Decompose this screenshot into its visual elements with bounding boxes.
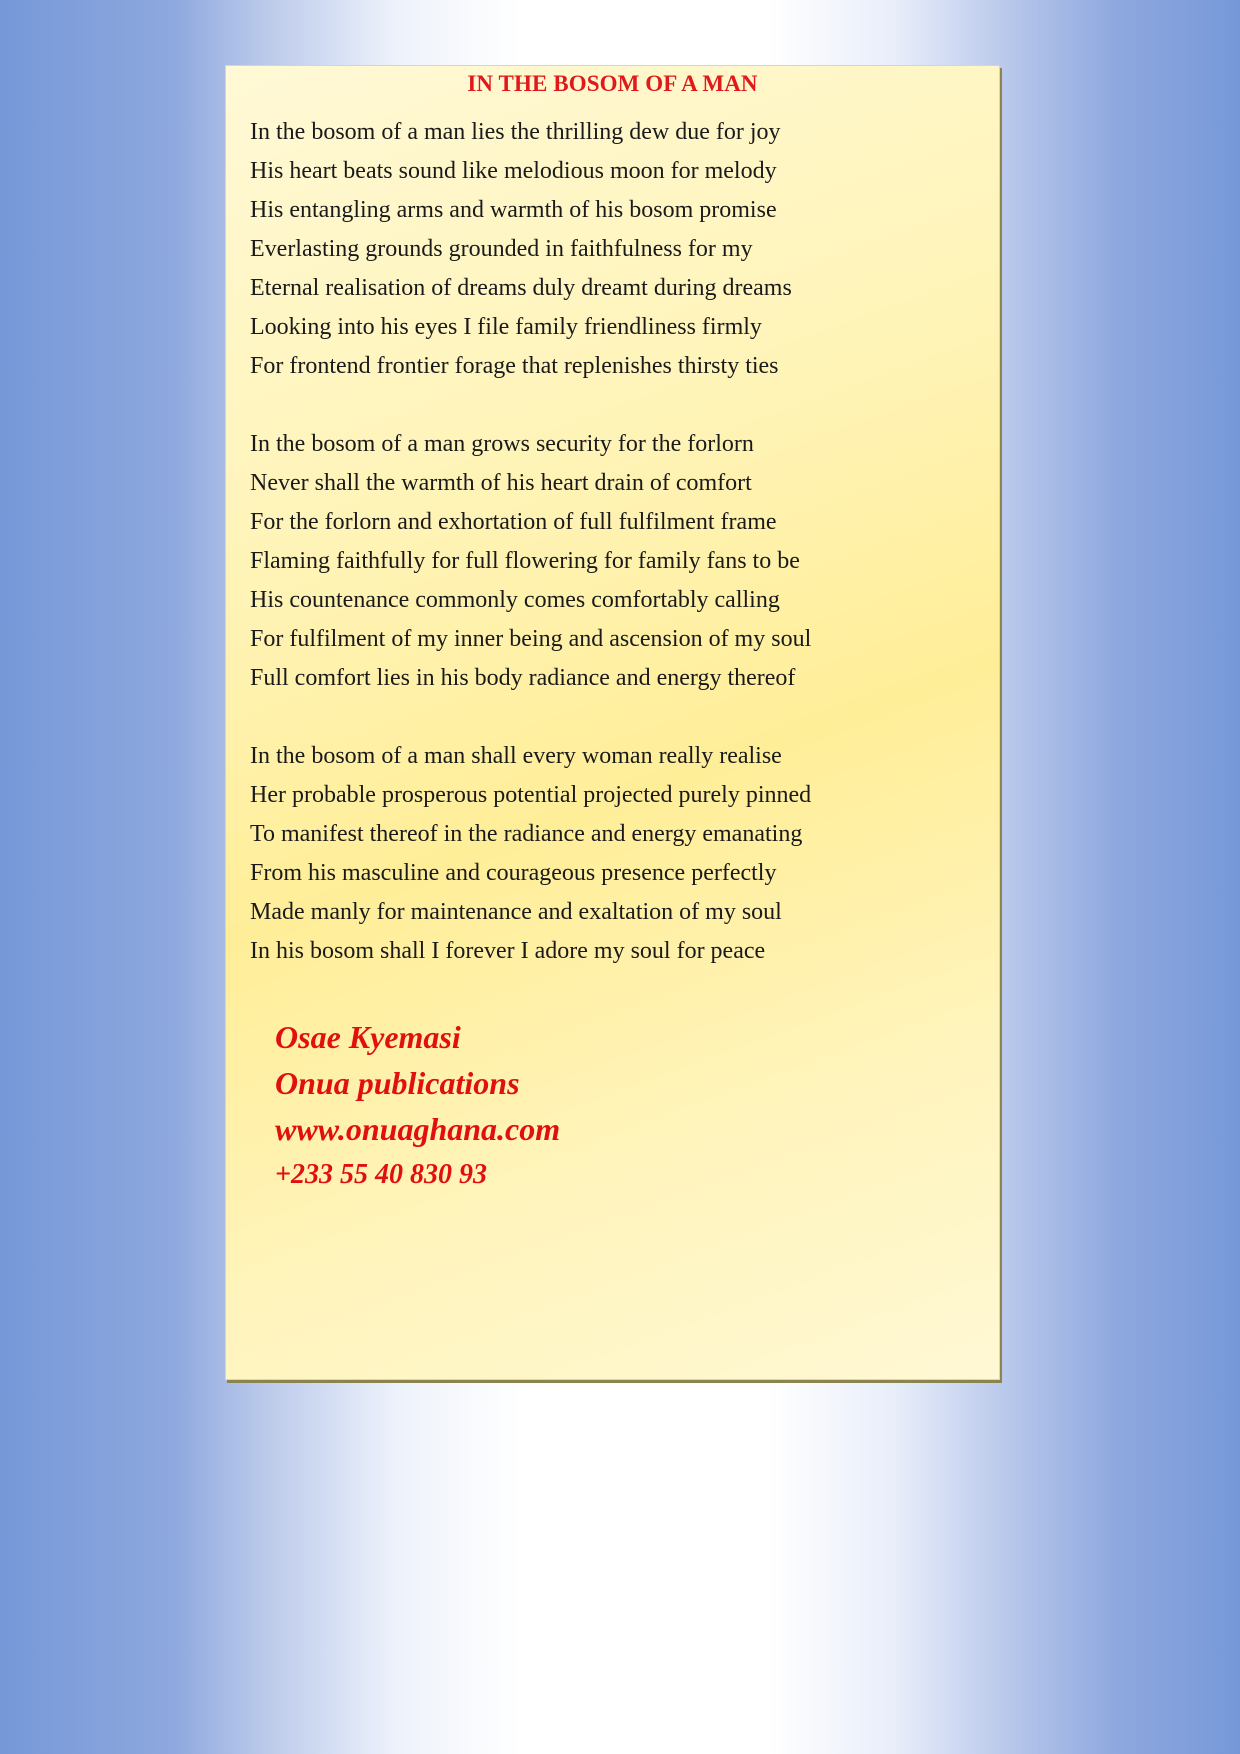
poem-line: Her probable prosperous potential projected purely pinned bbox=[250, 782, 812, 808]
poem-line: For fulfilment of my inner being and ascension of my soul bbox=[250, 626, 812, 652]
poem-line: His entangling arms and warmth of his bosom promise bbox=[250, 197, 777, 223]
poem-body bbox=[250, 113, 990, 1010]
poem-title bbox=[226, 71, 999, 97]
author-name: Osae Kyemasi bbox=[275, 1019, 461, 1055]
poem-line: Everlasting grounds grounded in faithfulness for my bbox=[250, 236, 753, 262]
poem-line: In his bosom shall I forever I adore my soul for peace bbox=[250, 938, 766, 964]
poem-line: From his masculine and courageous presence perfectly bbox=[250, 860, 777, 886]
publisher-name: Onua publications bbox=[275, 1065, 520, 1101]
poem-line: In the bosom of a man lies the thrilling dew due for joy bbox=[250, 119, 781, 145]
stanza-3 bbox=[250, 737, 990, 971]
poem-line: Eternal realisation of dreams duly dreamt during dreams bbox=[250, 275, 792, 301]
poem-title-text: IN THE BOSOM OF A MAN bbox=[467, 71, 758, 96]
poem-line: In the bosom of a man shall every woman really realise bbox=[250, 743, 782, 769]
poem-line: Looking into his eyes I file family friendliness firmly bbox=[250, 314, 762, 340]
poem-line: For the forlorn and exhortation of full fulfilment frame bbox=[250, 509, 777, 535]
poem-line: To manifest thereof in the radiance and energy emanating bbox=[250, 821, 803, 847]
poem-line: His heart beats sound like melodious moon for melody bbox=[250, 158, 777, 184]
website-link[interactable]: www.onuaghana.com bbox=[275, 1111, 561, 1147]
poem-line: Flaming faithfully for full flowering for family fans to be bbox=[250, 548, 800, 574]
credits-block bbox=[275, 1014, 560, 1198]
poem-card bbox=[225, 65, 1000, 1380]
stanza-1 bbox=[250, 113, 990, 386]
phone-number: +233 55 40 830 93 bbox=[275, 1159, 487, 1190]
poem-line: For frontend frontier forage that replenishes thirsty ties bbox=[250, 353, 779, 379]
poem-line: In the bosom of a man grows security for the forlorn bbox=[250, 431, 754, 457]
poem-line: Made manly for maintenance and exaltation of my soul bbox=[250, 899, 782, 925]
poem-line: His countenance commonly comes comfortably calling bbox=[250, 587, 780, 613]
poem-line: Full comfort lies in his body radiance and energy thereof bbox=[250, 665, 796, 691]
poem-line: Never shall the warmth of his heart drain of comfort bbox=[250, 470, 752, 496]
stanza-2 bbox=[250, 425, 990, 698]
